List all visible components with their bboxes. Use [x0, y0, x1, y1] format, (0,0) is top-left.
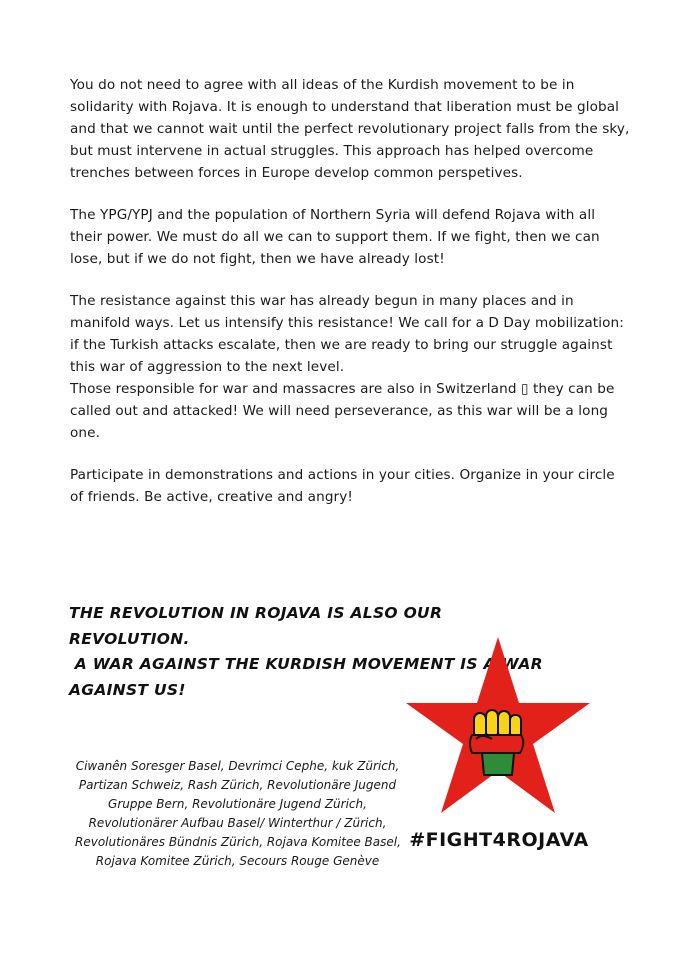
- organization-line: Revolutionärer Aufbau Basel/ Winterthur / Zürich,: [88, 816, 387, 830]
- organizations-list: [75, 757, 400, 871]
- paragraph-4: Those responsible for war and massacres are also in Switzerland ▯ they can be called out and attacked! We will need perseverance, as this war will be a long one.: [70, 381, 615, 441]
- hashtag: #FIGHT4ROJAVA: [409, 829, 589, 851]
- main-text: [70, 74, 630, 528]
- organization-line: Gruppe Bern, Revolutionäre Jugend Zürich,: [108, 797, 367, 811]
- organization-line: Revolutionäres Bündnis Zürich, Rojava Komitee Basel,: [75, 835, 401, 849]
- organization-line: Ciwanên Soresger Basel, Devrimci Cephe, kuk Zürich,: [75, 759, 400, 773]
- slogan-line-4: AGAINST US!: [69, 680, 186, 699]
- paragraph-1: You do not need to agree with all ideas of the Kurdish movement to be in solidarity with Rojava. It is enough to understand that liberation must be global and that we cannot wait until the perfect revolutionary project falls from the sky, but must intervene in actual struggles. This approach has helped overcome trenches between forces in Europe develop common perspetives.: [70, 77, 630, 181]
- paragraph-2: The YPG/YPJ and the population of Northern Syria will defend Rojava with all their power. We must do all we can to support them. If we fight, then we can lose, but if we do not fight, then we have already lost!: [70, 207, 600, 267]
- slogan-line-2: REVOLUTION.: [69, 629, 190, 648]
- slogan-line-1: THE REVOLUTION IN ROJAVA IS ALSO OUR: [69, 604, 443, 622]
- paragraph-5: Participate in demonstrations and actions in your cities. Organize in your circle of friends. Be active, creative and angry!: [70, 467, 615, 505]
- organization-line: Partizan Schweiz, Rash Zürich, Revolutionäre Jugend: [78, 778, 397, 792]
- star-fist-icon: [402, 633, 594, 825]
- paragraph-3: The resistance against this war has already begun in many places and in manifold ways. Let us intensify this resistance! We call for a D Day mobilization: if the Turkish attacks escalate, then we are ready to bring our struggle against this war of aggression to the next level.: [70, 293, 624, 375]
- organization-line: Rojava Komitee Zürich, Secours Rouge Genève: [95, 854, 380, 868]
- slogan-line-3: A WAR AGAINST THE KURDISH MOVEMENT IS A WAR: [69, 655, 543, 673]
